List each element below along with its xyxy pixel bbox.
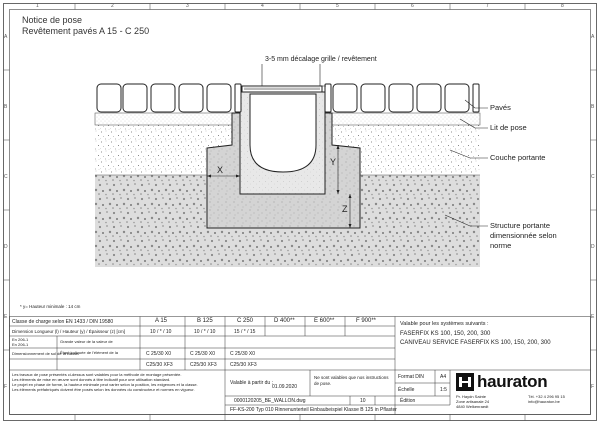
footnote: * y= Hauteur minimale : 14 cm: [20, 304, 81, 309]
concrete-a15: C 25/30 X0: [146, 351, 172, 357]
format-label: Format DIN: [398, 374, 424, 380]
row-marker-d: D: [4, 244, 8, 250]
layer-label-couche-portante: Couche portante: [490, 153, 546, 162]
company-phone: Tél. +32 4 296 95 15: [528, 394, 565, 399]
layer-label-structure-1: Structure portante: [490, 221, 551, 230]
col-marker-1: 1: [36, 3, 39, 9]
company-address-2: Zone artisanale 24: [456, 399, 490, 404]
load-class-c250: C 250: [237, 318, 254, 324]
dimension-row-label: Dimension Longueur (l) / Hauteur (y) / Épaisseur (z) [cm]: [12, 329, 126, 334]
company-address-3: 4840 Welkenraedt: [456, 404, 489, 409]
load-class-header: Classe de charge selon EN 1433 / DIN 19580: [12, 319, 114, 325]
layer-label-structure-2: dimensionnée selon: [490, 231, 557, 240]
scale-label: Échelle: [398, 387, 415, 393]
valid-systems-header: Valable pour les systèmes suivants :: [400, 321, 489, 327]
title-line-1: Notice de pose: [22, 15, 83, 25]
row3-desc: Grande valeur de la valeur de: [60, 339, 113, 344]
edition-label: Édition: [400, 398, 416, 404]
dimension-b125: 10 / * / 10: [194, 329, 216, 335]
layer-label-lit-de-pose: Lit de pose: [490, 123, 527, 132]
layer-label-structure-3: norme: [490, 241, 512, 250]
row-marker-b: B: [4, 104, 8, 110]
note-4: Les éléments préfabriqués doivent être posés selon les données du constructeur et normes en vigueur.: [12, 387, 195, 392]
load-class-e600: E 600**: [314, 318, 335, 324]
row-marker-e-right: E: [591, 314, 595, 320]
dimension-y-label: Y: [330, 157, 337, 167]
offset-note: 3-5 mm décalage grille / revêtement: [265, 56, 377, 63]
row-marker-a-right: A: [591, 34, 595, 40]
row-marker-b-right: B: [591, 104, 595, 110]
exposure-b125: C25/30 XF3: [190, 362, 217, 368]
row-marker-f: F: [4, 384, 8, 390]
load-class-d400: D 400**: [274, 318, 295, 324]
col-marker-6: 6: [411, 3, 414, 9]
row-marker-f-right: F: [591, 384, 595, 390]
note-2: Les éléments de mise en œuvre sont donnés à titre indicatif pour une utilisation standard.: [12, 377, 171, 382]
row4-label: Dimensionnement de sol de la classe: [12, 351, 79, 356]
company-name: hauraton: [477, 372, 548, 391]
format-value: A4: [440, 374, 447, 380]
dimension-c250: 15 / * / 15: [234, 329, 256, 335]
row-marker-e: E: [4, 314, 8, 320]
dimension-z-label: Z: [342, 204, 348, 214]
row-marker-c: C: [4, 174, 8, 180]
note-3: Le projet en phase de forme, la hauteur minimale peut varier selon la position, les exigences et la classe.: [12, 382, 198, 387]
row-marker-a: A: [4, 34, 8, 40]
title-line-2: Revêtement pavés A 15 - C 250: [22, 26, 150, 36]
row4-desc: Étant indiquée de l'élément de la: [60, 350, 118, 355]
load-class-f900: F 900**: [356, 318, 377, 324]
col-marker-4: 4: [261, 3, 264, 9]
row3-label-a: En 206-1: [12, 337, 29, 342]
company-email: info@hauraton.be: [528, 399, 560, 404]
valid-from-value: 01.09.2020: [272, 384, 298, 390]
row3-label-b: En 206-1: [12, 342, 29, 347]
scale-value: 1:5: [440, 387, 447, 393]
col-marker-2: 2: [111, 3, 114, 9]
valid-systems-line-1: FASERFIX KS 100, 150, 200, 300: [400, 331, 491, 337]
dimension-a15: 10 / * / 10: [150, 329, 172, 335]
company-address-1: Pr. Haydn Sainte: [456, 394, 487, 399]
page-number: 10: [360, 398, 366, 404]
layer-label-paves: Pavés: [490, 103, 511, 112]
exposure-a15: C25/30 XF3: [146, 362, 173, 368]
bottom-description: FF-KS-200 Typ 010 Rinnenunterteil Einbaubeispiel Klasse B 125 in Pflaster: [230, 407, 397, 413]
row-marker-c-right: C: [591, 174, 595, 180]
valid-systems-line-2: CANIVEAU SERVICE FASERFIX KS 100, 150, 200, 300: [400, 340, 551, 346]
note-1: Les travaux de pose présentés ci-dessus sont valables pour la méthode de montage présentée.: [12, 372, 182, 377]
concrete-b125: C 25/30 X0: [190, 351, 216, 357]
col-marker-7: 7: [486, 3, 489, 9]
col-marker-5: 5: [336, 3, 339, 9]
load-class-b125: B 125: [197, 318, 213, 324]
not-valid-note: Ne sont valables que nos instructions de pose.: [314, 375, 389, 386]
dimension-x-label: X: [217, 165, 224, 175]
document-number: 0000120205_BE_WALLON.dwg: [234, 398, 306, 404]
row-marker-d-right: D: [591, 244, 595, 250]
col-marker-3: 3: [186, 3, 189, 9]
load-class-a15: A 15: [155, 318, 168, 324]
hauraton-logo-icon: [456, 373, 474, 391]
concrete-c250: C 25/30 X0: [230, 351, 256, 357]
exposure-c250: C25/30 XF3: [230, 362, 257, 368]
valid-from-label: Valable à partir du :: [230, 380, 273, 386]
col-marker-8: 8: [561, 3, 564, 9]
